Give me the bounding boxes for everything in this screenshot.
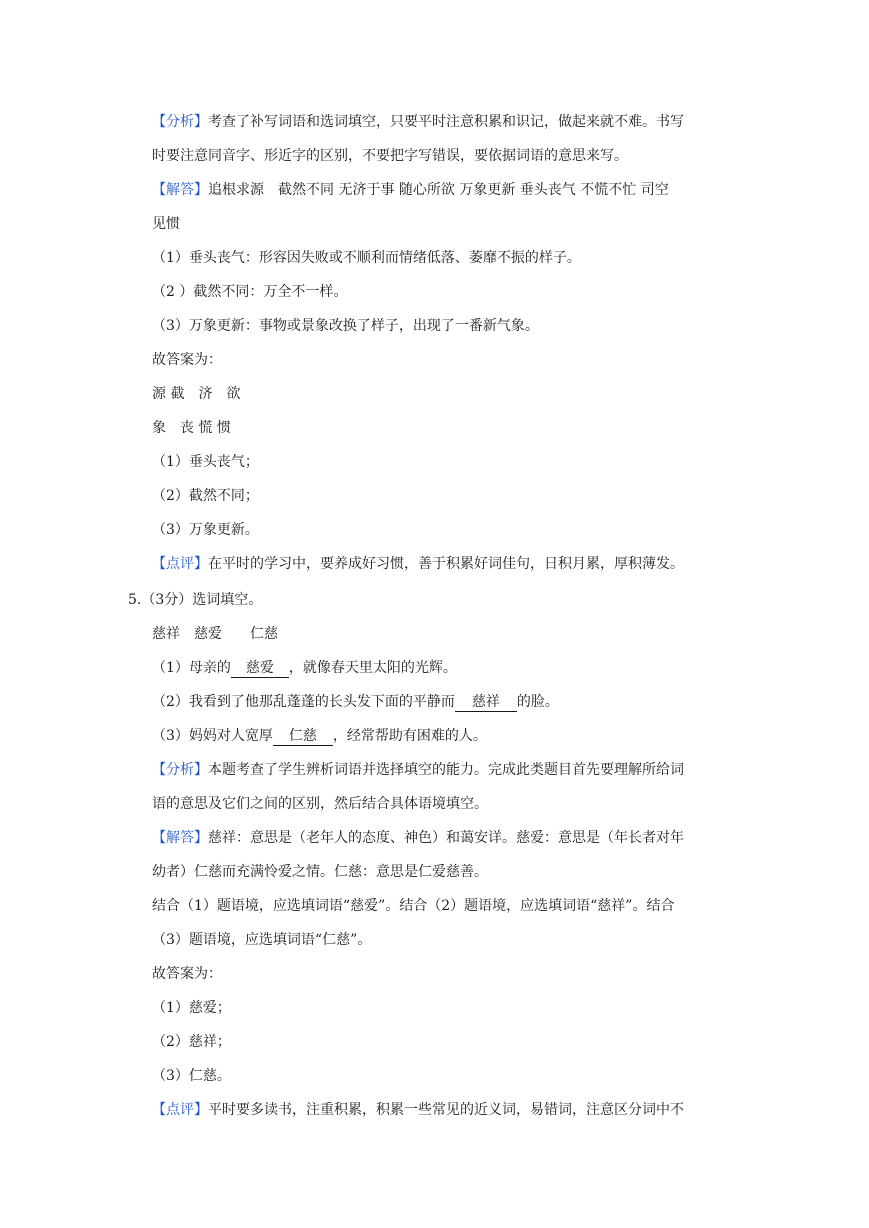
q4-comment: 【点评】在平时的学习中，要养成好习惯，善于积累好词佳句，日积月累，厚积薄发。 bbox=[152, 556, 684, 572]
q5-comment: 【点评】平时要多读书，注重积累，积累一些常见的近义词，易错词，注意区分词中不 bbox=[152, 1102, 684, 1118]
q4-answer-chars-1: 源 截 济 欲 bbox=[152, 386, 241, 402]
solution-tag: 解答 bbox=[166, 182, 194, 198]
q4-analysis-line2: 时要注意同音字、形近字的区别，不要把字写错误，要依据词语的意思来写。 bbox=[152, 148, 628, 164]
q5-answer-intro: 故答案为： bbox=[152, 966, 222, 982]
q5-analysis-line2: 语的意思及它们之间的区别，然后结合具体语境填空。 bbox=[152, 796, 488, 812]
q5-solution-line1: 【解答】慈祥：意思是（老年人的态度、神色）和蔼安详。慈爱：意思是（年长者对年 bbox=[152, 830, 684, 846]
answer-blank: 慈祥 bbox=[455, 694, 517, 712]
q5-header: 5.（3分）选词填空。 bbox=[128, 592, 263, 608]
q4-explain-1: （1）垂头丧气：形容因失败或不顺利而情绪低落、萎靡不振的样子。 bbox=[152, 250, 581, 266]
analysis-tag: 分析 bbox=[166, 762, 194, 778]
comment-tag: 点评 bbox=[166, 556, 194, 572]
q5-sentence-3: （3）妈妈对人宽厚 仁慈 ，经常帮助有困难的人。 bbox=[152, 728, 487, 744]
comment-tag: 点评 bbox=[166, 1102, 194, 1118]
q4-answer-intro: 故答案为： bbox=[152, 352, 222, 368]
q5-solution-line4: （3）题语境，应选填词语“仁慈”。 bbox=[152, 932, 372, 948]
solution-tag: 解答 bbox=[166, 830, 194, 846]
analysis-tag: 分析 bbox=[166, 114, 194, 130]
q5-options: 慈祥 慈爱 仁慈 bbox=[152, 626, 278, 642]
q5-answer-3: （3）仁慈。 bbox=[152, 1068, 231, 1084]
q4-answer-chars-2: 象 丧 慌 惯 bbox=[152, 420, 231, 436]
q4-solution-line2: 见惯 bbox=[152, 216, 180, 232]
q4-explain-2: （2 ）截然不同：万全不一样。 bbox=[152, 284, 348, 300]
q5-analysis-line1: 【分析】本题考查了学生辨析词语并选择填空的能力。完成此类题目首先要理解所给词 bbox=[152, 762, 684, 778]
q4-answer-3: （3）万象更新。 bbox=[152, 522, 259, 538]
q5-solution-line2: 幼者）仁慈而充满怜爱之情。仁慈：意思是仁爱慈善。 bbox=[152, 864, 488, 880]
q4-explain-3: （3）万象更新：事物或景象改换了样子，出现了一番新气象。 bbox=[152, 318, 539, 334]
q4-answer-2: （2）截然不同； bbox=[152, 488, 259, 504]
q5-solution-line3: 结合（1）题语境，应选填词语“慈爱”。结合（2）题语境，应选填词语“慈祥”。结合 bbox=[152, 898, 675, 914]
q4-analysis-line1: 【分析】考查了补写词语和选词填空，只要平时注意积累和识记，做起来就不难。书写 bbox=[152, 114, 684, 130]
answer-blank: 慈爱 bbox=[231, 660, 289, 678]
q5-answer-1: （1）慈爱； bbox=[152, 1000, 231, 1016]
q5-sentence-2: （2）我看到了他那乱蓬蓬的长头发下面的平静而 慈祥 的脸。 bbox=[152, 694, 559, 710]
q4-solution-line1: 【解答】追根求源 截然不同 无济于事 随心所欲 万象更新 垂头丧气 不慌不忙 司空 bbox=[152, 182, 669, 198]
q5-answer-2: （2）慈祥； bbox=[152, 1034, 231, 1050]
q5-sentence-1: （1）母亲的 慈爱 ，就像春天里太阳的光辉。 bbox=[152, 660, 457, 676]
answer-blank: 仁慈 bbox=[273, 728, 333, 746]
q4-answer-1: （1）垂头丧气； bbox=[152, 454, 259, 470]
